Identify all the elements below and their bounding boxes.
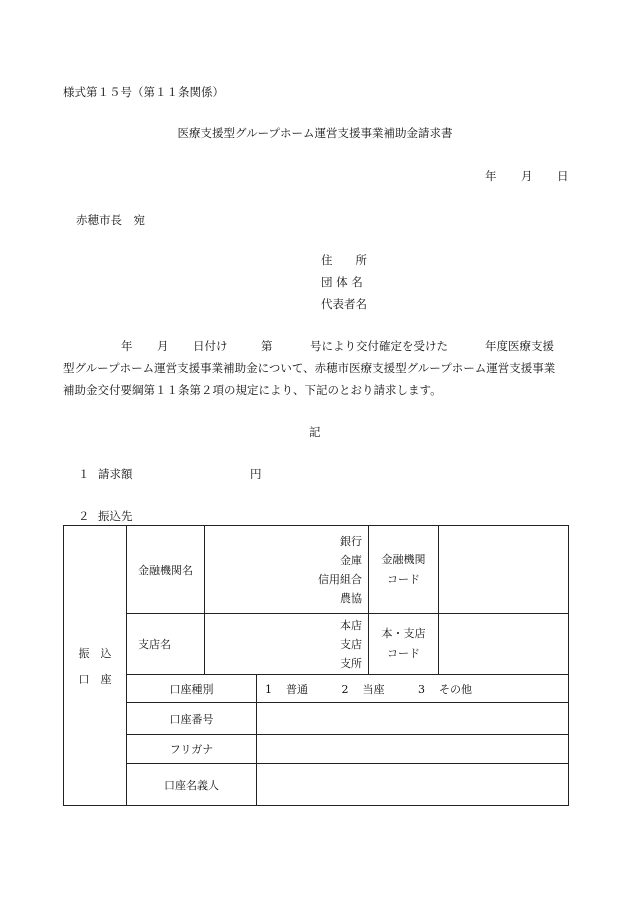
date-month: 月 xyxy=(521,169,533,183)
account-number-digits[interactable] xyxy=(257,703,569,735)
body-line-3: 補助金交付要綱第１１条第２項の規定により、下記のとおり請求します。 xyxy=(63,383,442,397)
transfer-account-side-label: 振 込 口 座 xyxy=(64,526,127,806)
account-holder-label: 口座名義人 xyxy=(127,764,257,806)
institution-type-shinkin: 金庫 xyxy=(340,553,362,567)
fiscal-year-text: 年度医療支援 xyxy=(485,339,554,353)
institution-type-credit-union: 信用組合 xyxy=(318,572,362,586)
transfer-account-table xyxy=(63,525,569,806)
account-type-option-1[interactable]: 1 普通 xyxy=(265,682,308,696)
account-holder-field[interactable] xyxy=(257,764,569,806)
grant-day-suffix: 日付け xyxy=(193,339,228,353)
grant-go-text: 号により交付確定を受けた xyxy=(310,339,448,353)
institution-code-digits[interactable] xyxy=(439,526,569,614)
branch-type-branch: 支店 xyxy=(340,637,362,651)
account-type-options[interactable] xyxy=(257,675,569,703)
institution-type-nokyo: 農協 xyxy=(340,591,362,605)
institution-type-bank: 銀行 xyxy=(340,534,362,548)
institution-name-label: 金融機関名 xyxy=(127,526,205,614)
branch-code-digits[interactable] xyxy=(439,614,569,675)
item-1-label: 請求額 xyxy=(98,467,133,481)
branch-type-sub-office: 支所 xyxy=(340,656,362,670)
document-title: 医療支援型グループホーム運営支援事業補助金請求書 xyxy=(177,126,453,140)
form-number: 様式第１５号（第１１条関係） xyxy=(63,85,224,99)
item-2-number: ２ xyxy=(78,509,90,523)
grant-year: 年 xyxy=(121,339,133,353)
ki-heading: 記 xyxy=(309,425,321,439)
item-1-unit: 円 xyxy=(250,467,262,481)
body-line-2: 型グループホーム運営支援事業補助金について、赤穂市医療支援型グループホーム運営支援事業 xyxy=(63,361,556,375)
furigana-label: フリガナ xyxy=(127,735,257,764)
organization-label: 団 体 名 xyxy=(321,275,363,289)
account-type-label: 口座種別 xyxy=(127,675,257,703)
account-type-option-3[interactable]: 3 その他 xyxy=(418,682,472,696)
item-1-number: １ xyxy=(78,467,90,481)
grant-dai: 第 xyxy=(261,339,273,353)
branch-name-label: 支店名 xyxy=(127,614,205,675)
address-label: 住 所 xyxy=(321,253,367,267)
grant-month: 月 xyxy=(157,339,169,353)
date-year: 年 xyxy=(485,169,497,183)
branch-code-label: 本・支店 コード xyxy=(369,614,439,675)
representative-label: 代表者名 xyxy=(321,297,367,311)
item-2-label: 振込先 xyxy=(98,509,133,523)
institution-name-field[interactable] xyxy=(205,526,369,614)
account-type-option-2[interactable]: 2 当座 xyxy=(341,682,385,696)
addressee: 赤穂市長 宛 xyxy=(76,213,145,227)
institution-code-label: 金融機関 コード xyxy=(369,526,439,614)
branch-name-field[interactable] xyxy=(205,614,369,675)
branch-type-head-office: 本店 xyxy=(340,618,362,632)
furigana-field[interactable] xyxy=(257,735,569,764)
date-day: 日 xyxy=(557,169,569,183)
account-number-label: 口座番号 xyxy=(127,703,257,735)
